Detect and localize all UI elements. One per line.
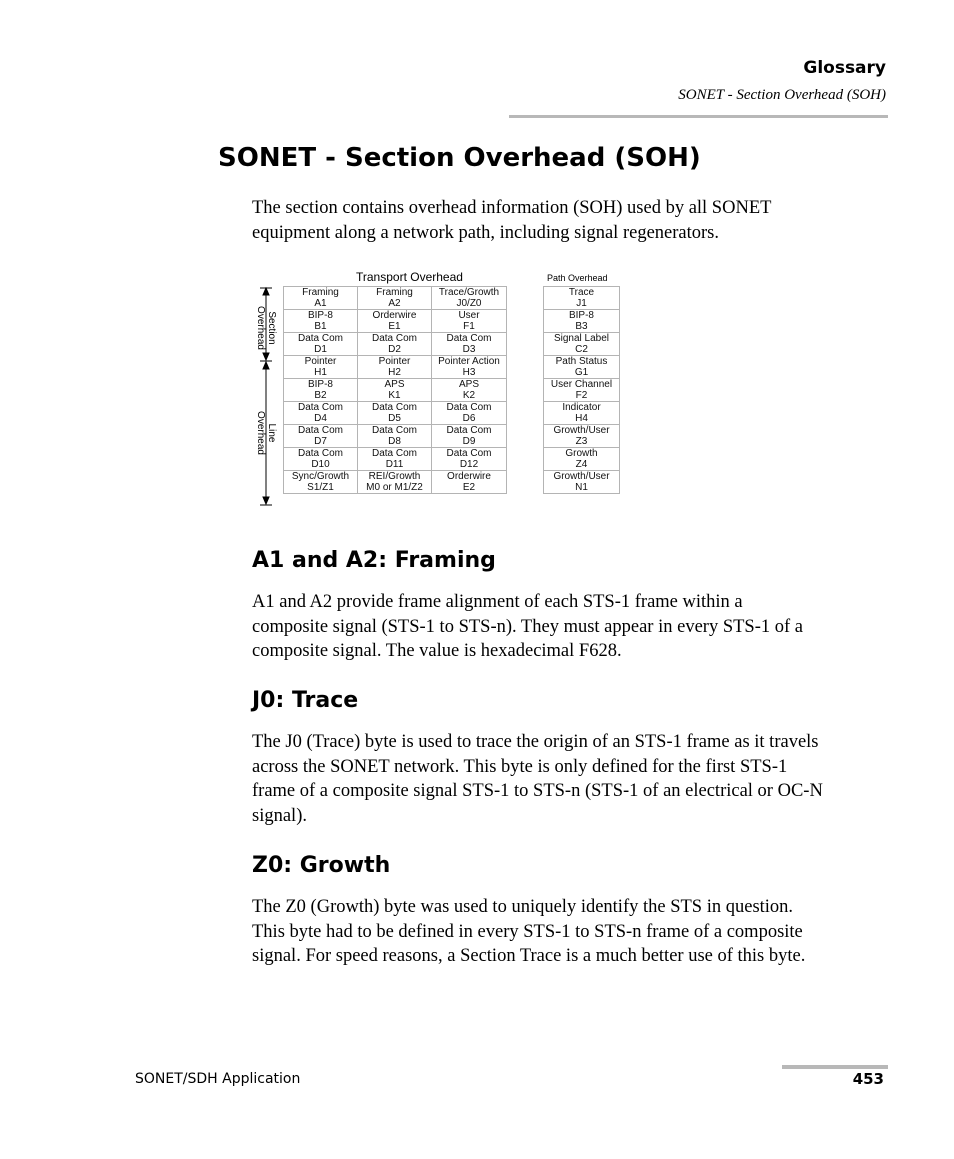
byte-function: Signal Label — [553, 333, 610, 344]
path-row — [544, 287, 620, 310]
transport-row — [284, 379, 507, 402]
paragraph-line: This byte had to be defined in every STS-1 to STS-n frame of a composite — [252, 921, 803, 942]
transport-row — [284, 356, 507, 379]
byte-code: Z3 — [575, 436, 588, 447]
byte-code: B2 — [314, 390, 327, 401]
byte-code: K2 — [462, 390, 476, 401]
byte-code: J0/Z0 — [456, 298, 482, 309]
overhead-byte-cell — [432, 310, 507, 333]
overhead-byte-cell — [284, 402, 358, 425]
byte-code: D4 — [314, 413, 327, 424]
path-byte-cell — [544, 471, 620, 494]
running-header-subtitle: SONET - Section Overhead (SOH) — [678, 87, 886, 103]
section-label-line: Overhead — [255, 306, 266, 350]
path-row — [544, 402, 620, 425]
page-number: 453 — [852, 1070, 884, 1088]
byte-function: User Channel — [550, 379, 613, 390]
overhead-byte-cell — [358, 402, 432, 425]
overhead-byte-cell — [284, 287, 358, 310]
byte-function: Path Status — [555, 356, 608, 367]
overhead-byte-cell — [358, 356, 432, 379]
byte-code: B1 — [314, 321, 327, 332]
path-row — [544, 379, 620, 402]
byte-code: B3 — [575, 321, 588, 332]
byte-code: D11 — [385, 459, 404, 470]
overhead-byte-cell — [284, 425, 358, 448]
paragraph-line: across the SONET network. This byte is only defined for the first STS-1 — [252, 756, 788, 777]
heading-z0-growth: Z0: Growth — [252, 853, 391, 878]
paragraph-line: A1 and A2 provide frame alignment of each STS-1 frame within a — [252, 592, 743, 612]
byte-function: Data Com — [297, 425, 343, 436]
overhead-byte-cell — [358, 333, 432, 356]
path-byte-cell — [544, 310, 620, 333]
path-byte-cell — [544, 356, 620, 379]
transport-row — [284, 310, 507, 333]
byte-code: H2 — [388, 367, 401, 378]
byte-code: N1 — [575, 482, 588, 493]
path-byte-cell — [544, 448, 620, 471]
a1-a2-paragraph — [252, 590, 892, 664]
byte-code: Z4 — [575, 459, 588, 470]
path-overhead-table — [543, 286, 620, 494]
byte-function: Data Com — [297, 448, 343, 459]
byte-code: H1 — [314, 367, 327, 378]
byte-function: Pointer — [378, 356, 411, 367]
overhead-byte-cell — [284, 310, 358, 333]
byte-function: BIP-8 — [568, 310, 594, 321]
byte-code: F2 — [575, 390, 588, 401]
transport-overhead-caption: Transport Overhead — [356, 270, 463, 284]
path-row — [544, 333, 620, 356]
byte-code: H3 — [462, 367, 476, 378]
path-row — [544, 356, 620, 379]
line-label-line: Line — [266, 423, 277, 443]
byte-code: G1 — [574, 367, 589, 378]
paragraph-line: The J0 (Trace) byte is used to trace the origin of an STS-1 frame as it travels — [252, 732, 819, 752]
heading-j0-trace: J0: Trace — [252, 688, 359, 713]
byte-code: D10 — [311, 459, 330, 470]
overhead-byte-cell — [432, 425, 507, 448]
byte-code: J1 — [576, 298, 587, 309]
line-label-line: Overhead — [255, 411, 266, 455]
path-byte-cell — [544, 425, 620, 448]
page-title: SONET - Section Overhead (SOH) — [218, 143, 701, 173]
byte-code: D7 — [314, 436, 327, 447]
path-byte-cell — [544, 379, 620, 402]
byte-function: Growth/User — [553, 425, 610, 436]
byte-function: Data Com — [297, 333, 343, 344]
byte-function: Orderwire — [372, 310, 417, 321]
byte-function: Framing — [376, 287, 413, 298]
overhead-byte-cell — [284, 356, 358, 379]
transport-row — [284, 402, 507, 425]
byte-function: BIP-8 — [307, 310, 333, 321]
overhead-byte-cell — [432, 402, 507, 425]
byte-function: Growth/User — [553, 471, 610, 482]
byte-function: Data Com — [371, 448, 417, 459]
transport-overhead-table — [283, 286, 507, 494]
footer-document-name: SONET/SDH Application — [135, 1071, 301, 1087]
byte-code: D3 — [462, 344, 476, 355]
path-byte-cell — [544, 402, 620, 425]
overhead-byte-cell — [432, 471, 507, 494]
overhead-byte-cell — [358, 471, 432, 494]
byte-code: H4 — [575, 413, 588, 424]
transport-row — [284, 471, 507, 494]
transport-row — [284, 448, 507, 471]
byte-code: D9 — [462, 436, 476, 447]
byte-function: Data Com — [371, 333, 417, 344]
byte-code: D5 — [388, 413, 401, 424]
j0-paragraph — [252, 730, 892, 828]
transport-row — [284, 425, 507, 448]
overhead-byte-cell — [432, 379, 507, 402]
overhead-byte-cell — [358, 425, 432, 448]
byte-function: Data Com — [371, 425, 417, 436]
byte-code: E2 — [462, 482, 476, 493]
byte-code: C2 — [575, 344, 588, 355]
byte-function: Trace/Growth — [438, 287, 500, 298]
byte-function: REI/Growth — [368, 471, 421, 482]
byte-code: D12 — [459, 459, 479, 470]
overhead-byte-cell — [358, 287, 432, 310]
intro-line: The section contains overhead information (SOH) used by all SONET — [252, 198, 772, 218]
byte-function: Data Com — [446, 333, 492, 344]
byte-code: D2 — [388, 344, 401, 355]
path-byte-cell — [544, 287, 620, 310]
overhead-byte-cell — [284, 379, 358, 402]
byte-function: Data Com — [297, 402, 343, 413]
path-row — [544, 471, 620, 494]
overhead-byte-cell — [432, 448, 507, 471]
paragraph-line: signal). — [252, 805, 307, 826]
paragraph-line: composite signal. The value is hexadecimal F628. — [252, 641, 622, 661]
overhead-byte-cell — [432, 287, 507, 310]
byte-code: K1 — [388, 390, 401, 401]
intro-paragraph — [252, 196, 892, 245]
byte-function: Sync/Growth — [291, 471, 350, 482]
running-header-section: Glossary — [803, 58, 886, 78]
byte-function: User — [458, 310, 480, 321]
path-row — [544, 425, 620, 448]
overhead-diagram — [252, 268, 622, 508]
overhead-byte-cell — [284, 471, 358, 494]
byte-function: Growth — [565, 448, 598, 459]
byte-function: Indicator — [562, 402, 601, 413]
byte-function: APS — [384, 379, 405, 390]
byte-code: A1 — [314, 298, 327, 309]
byte-function: Trace — [568, 287, 595, 298]
paragraph-line: signal. For speed reasons, a Section Trace is a much better use of this byte. — [252, 946, 806, 966]
overhead-byte-cell — [284, 448, 358, 471]
intro-line: equipment along a network path, including signal regenerators. — [252, 222, 719, 243]
section-label-line: Section — [266, 311, 277, 345]
byte-code: M0 or M1/Z2 — [366, 482, 423, 493]
byte-function: Pointer Action — [438, 356, 500, 367]
paragraph-line: frame of a composite signal STS-1 to STS-n (STS-1 of an electrical or OC-N — [252, 781, 823, 801]
byte-function: Orderwire — [447, 471, 491, 482]
byte-code: F1 — [463, 321, 475, 332]
paragraph-line: The Z0 (Growth) byte was used to uniquely identify the STS in question. — [252, 897, 794, 917]
transport-row — [284, 333, 507, 356]
paragraph-line: composite signal (STS-1 to STS-n). They must appear in every STS-1 of a — [252, 616, 803, 637]
header-rule — [509, 115, 888, 118]
byte-function: APS — [458, 379, 479, 390]
byte-code: D8 — [388, 436, 401, 447]
byte-function: Framing — [302, 287, 339, 298]
path-byte-cell — [544, 333, 620, 356]
footer-rule — [782, 1065, 888, 1069]
byte-code: D1 — [314, 344, 327, 355]
byte-function: Data Com — [446, 448, 492, 459]
overhead-byte-cell — [358, 379, 432, 402]
byte-function: Data Com — [446, 425, 492, 436]
byte-code: S1/Z1 — [307, 482, 334, 493]
byte-function: BIP-8 — [307, 379, 333, 390]
byte-function: Pointer — [304, 356, 337, 367]
byte-function: Data Com — [371, 402, 417, 413]
byte-code: A2 — [388, 298, 401, 309]
path-row — [544, 448, 620, 471]
overhead-byte-cell — [432, 333, 507, 356]
byte-code: E1 — [388, 321, 401, 332]
overhead-byte-cell — [284, 333, 358, 356]
byte-code: D6 — [462, 413, 476, 424]
path-overhead-caption: Path Overhead — [547, 273, 608, 283]
overhead-byte-cell — [358, 310, 432, 333]
overhead-byte-cell — [432, 356, 507, 379]
transport-row — [284, 287, 507, 310]
overhead-byte-cell — [358, 448, 432, 471]
byte-function: Data Com — [446, 402, 492, 413]
path-row — [544, 310, 620, 333]
heading-a1-a2-framing: A1 and A2: Framing — [252, 548, 496, 573]
z0-paragraph — [252, 895, 892, 969]
